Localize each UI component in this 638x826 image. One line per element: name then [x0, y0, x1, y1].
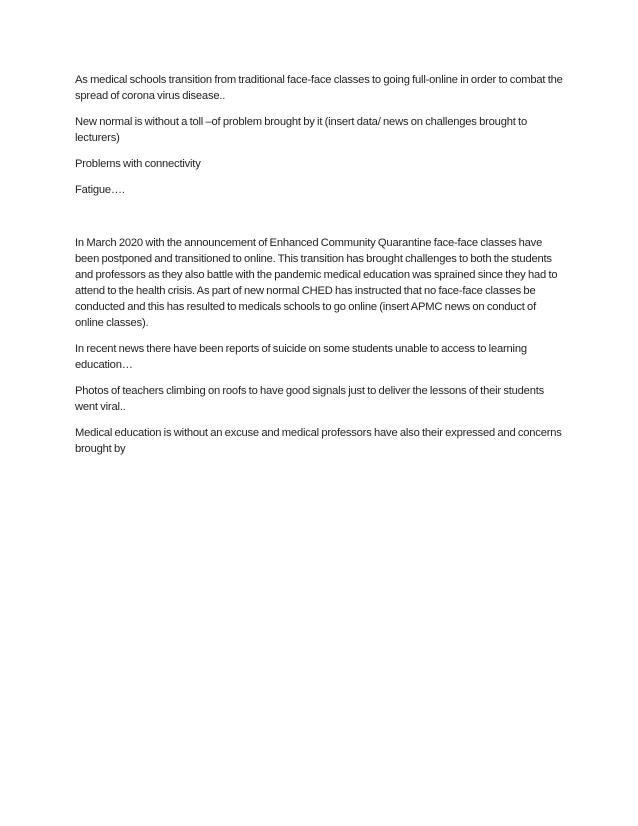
- paragraph-spacer: [75, 208, 565, 235]
- paragraph-fatigue: Fatigue….: [75, 184, 125, 196]
- paragraph-teacher-photos: Photos of teachers climbing on roofs to have good signals just to deliver the lessons of their students went viral..: [75, 385, 545, 413]
- paragraph-march-2020: In March 2020 with the announcement of Enhanced Community Quarantine face-face classes have been postponed and transitioned to online. This transition has brought challenges to both the students and professors as they also battle with the pandemic medical education was sprained since they had to attend to the health crisis. As part of new normal CHED has instructed that no face-face classes be conducted and this has resulted to medicals schools to go online (insert APMC news on conduct of online classes).: [75, 237, 558, 329]
- paragraph-recent-news: In recent news there have been reports of suicide on some students unable to access to learning education…: [75, 343, 527, 371]
- paragraph-new-normal: New normal is without a toll –of problem brought by it (insert data/ news on challenges brought to lecturers): [75, 116, 527, 144]
- document-body: [75, 72, 565, 467]
- paragraph-medical-education: Medical education is without an excuse and medical professors have also their expressed and concerns brought by: [75, 427, 562, 455]
- paragraph-intro: As medical schools transition from traditional face-face classes to going full-online in order to combat the spread of corona virus disease..: [75, 74, 563, 102]
- paragraph-connectivity: Problems with connectivity: [75, 158, 201, 170]
